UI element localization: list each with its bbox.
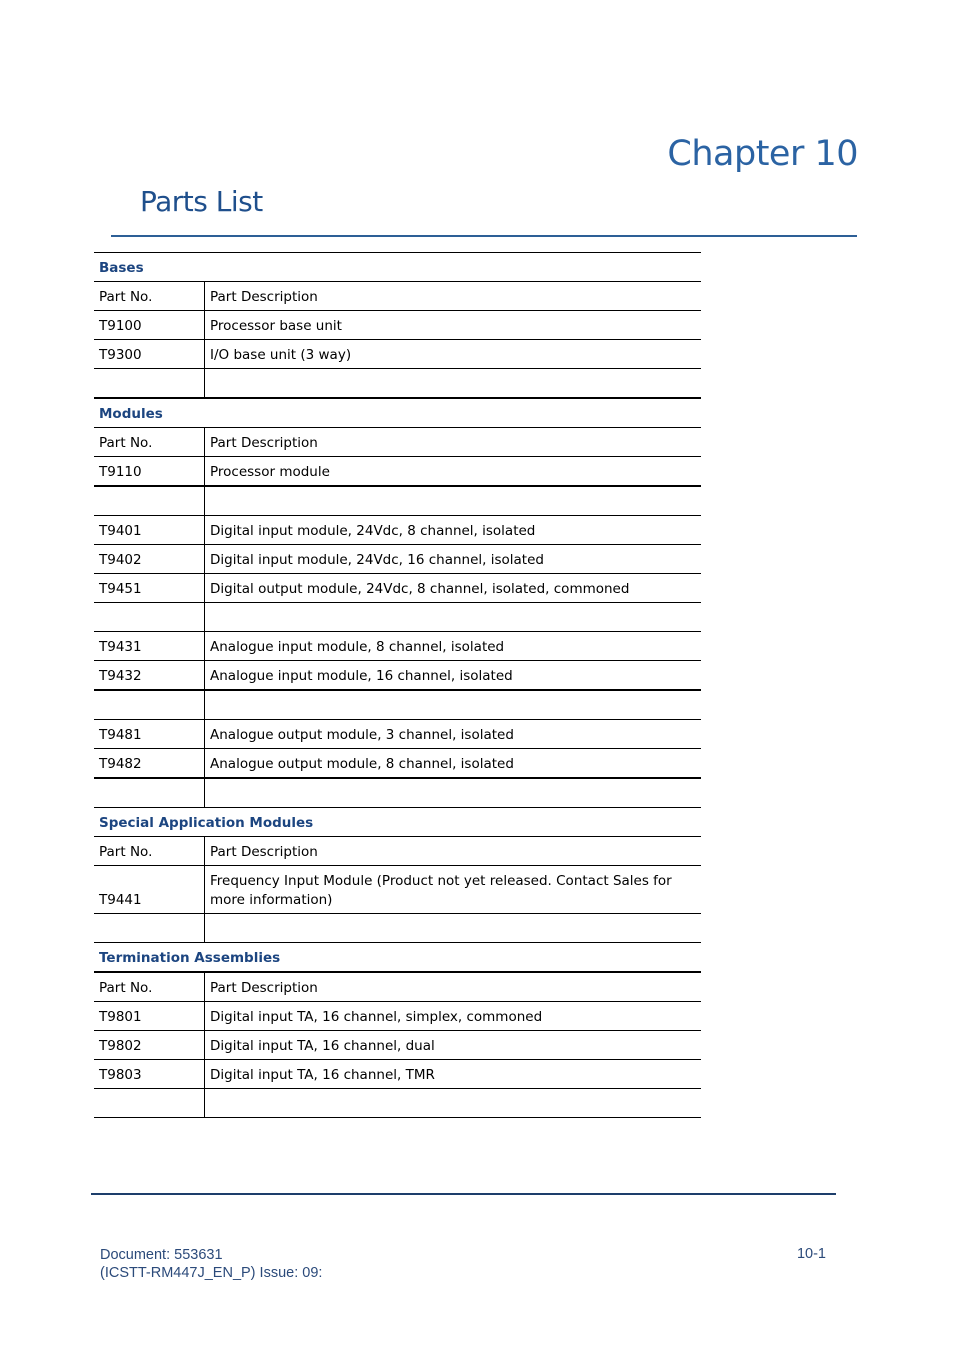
table-row	[94, 574, 701, 603]
column-header-row	[94, 428, 701, 457]
chapter-title: Chapter 10	[667, 134, 858, 174]
part-number	[94, 603, 205, 632]
part-description: Analogue input module, 8 channel, isolated	[205, 632, 702, 661]
document-number: Document: 553631	[100, 1247, 223, 1263]
section-title: Special Application Modules	[94, 808, 701, 837]
part-number: T9401	[94, 516, 205, 545]
part-number: T9451	[94, 574, 205, 603]
part-number: T9441	[94, 866, 205, 914]
document-reference	[100, 1246, 322, 1282]
table-row	[94, 545, 701, 574]
part-number	[94, 1089, 205, 1118]
column-header-part-no: Part No.	[94, 282, 205, 311]
section-title: Termination Assemblies	[94, 943, 701, 973]
section-header-row	[94, 808, 701, 837]
column-header-part-description: Part Description	[205, 428, 702, 457]
table-row	[94, 720, 701, 749]
part-number	[94, 486, 205, 516]
section-header-row	[94, 398, 701, 428]
footer-divider	[91, 1193, 836, 1195]
part-description	[205, 369, 702, 399]
part-number: T9431	[94, 632, 205, 661]
section-title: Bases	[94, 253, 701, 282]
document-issue: (ICSTT-RM447J_EN_P) Issue: 09:	[100, 1265, 323, 1281]
table-row	[94, 661, 701, 691]
part-description: Processor module	[205, 457, 702, 487]
part-description	[205, 914, 702, 943]
column-header-part-description: Part Description	[205, 972, 702, 1002]
table-row	[94, 690, 701, 720]
part-description	[205, 1089, 702, 1118]
part-number: T9100	[94, 311, 205, 340]
section-header-row	[94, 943, 701, 973]
part-number	[94, 778, 205, 808]
part-description: Analogue output module, 8 channel, isolated	[205, 749, 702, 779]
section-title: Modules	[94, 398, 701, 428]
header-divider	[111, 235, 857, 237]
page-title: Parts List	[140, 185, 263, 218]
part-number: T9481	[94, 720, 205, 749]
part-description: Analogue output module, 3 channel, isolated	[205, 720, 702, 749]
part-number: T9801	[94, 1002, 205, 1031]
part-description: Digital input TA, 16 channel, simplex, commoned	[205, 1002, 702, 1031]
part-number: T9803	[94, 1060, 205, 1089]
part-number: T9110	[94, 457, 205, 487]
table-row	[94, 1060, 701, 1089]
column-header-part-no: Part No.	[94, 428, 205, 457]
table-row	[94, 340, 701, 369]
table-row	[94, 1089, 701, 1118]
part-description	[205, 486, 702, 516]
table-row	[94, 486, 701, 516]
column-header-row	[94, 282, 701, 311]
table-row	[94, 914, 701, 943]
table-row	[94, 866, 701, 914]
table-row	[94, 603, 701, 632]
column-header-row	[94, 837, 701, 866]
part-description: Digital input module, 24Vdc, 16 channel, isolated	[205, 545, 702, 574]
part-number	[94, 369, 205, 399]
column-header-part-description: Part Description	[205, 837, 702, 866]
table-row	[94, 457, 701, 487]
part-number: T9802	[94, 1031, 205, 1060]
part-description: Digital input TA, 16 channel, dual	[205, 1031, 702, 1060]
part-description: I/O base unit (3 way)	[205, 340, 702, 369]
part-description: Frequency Input Module (Product not yet released. Contact Sales for more information)	[205, 866, 702, 914]
parts-table	[94, 252, 701, 1118]
part-number: T9300	[94, 340, 205, 369]
page-number: 10-1	[796, 1246, 826, 1262]
part-description	[205, 603, 702, 632]
table-row	[94, 311, 701, 340]
part-description: Digital input TA, 16 channel, TMR	[205, 1060, 702, 1089]
table-row	[94, 749, 701, 779]
table-row	[94, 632, 701, 661]
table-row	[94, 1002, 701, 1031]
part-description	[205, 778, 702, 808]
part-number: T9482	[94, 749, 205, 779]
column-header-part-no: Part No.	[94, 972, 205, 1002]
part-number	[94, 690, 205, 720]
table-row	[94, 516, 701, 545]
table-row	[94, 1031, 701, 1060]
column-header-part-description: Part Description	[205, 282, 702, 311]
part-number	[94, 914, 205, 943]
part-number: T9432	[94, 661, 205, 691]
section-header-row	[94, 253, 701, 282]
column-header-part-no: Part No.	[94, 837, 205, 866]
table-row	[94, 369, 701, 399]
part-number: T9402	[94, 545, 205, 574]
table-row	[94, 778, 701, 808]
column-header-row	[94, 972, 701, 1002]
part-description: Analogue input module, 16 channel, isolated	[205, 661, 702, 691]
part-description: Digital input module, 24Vdc, 8 channel, isolated	[205, 516, 702, 545]
part-description	[205, 690, 702, 720]
part-description: Digital output module, 24Vdc, 8 channel, isolated, commoned	[205, 574, 702, 603]
part-description: Processor base unit	[205, 311, 702, 340]
